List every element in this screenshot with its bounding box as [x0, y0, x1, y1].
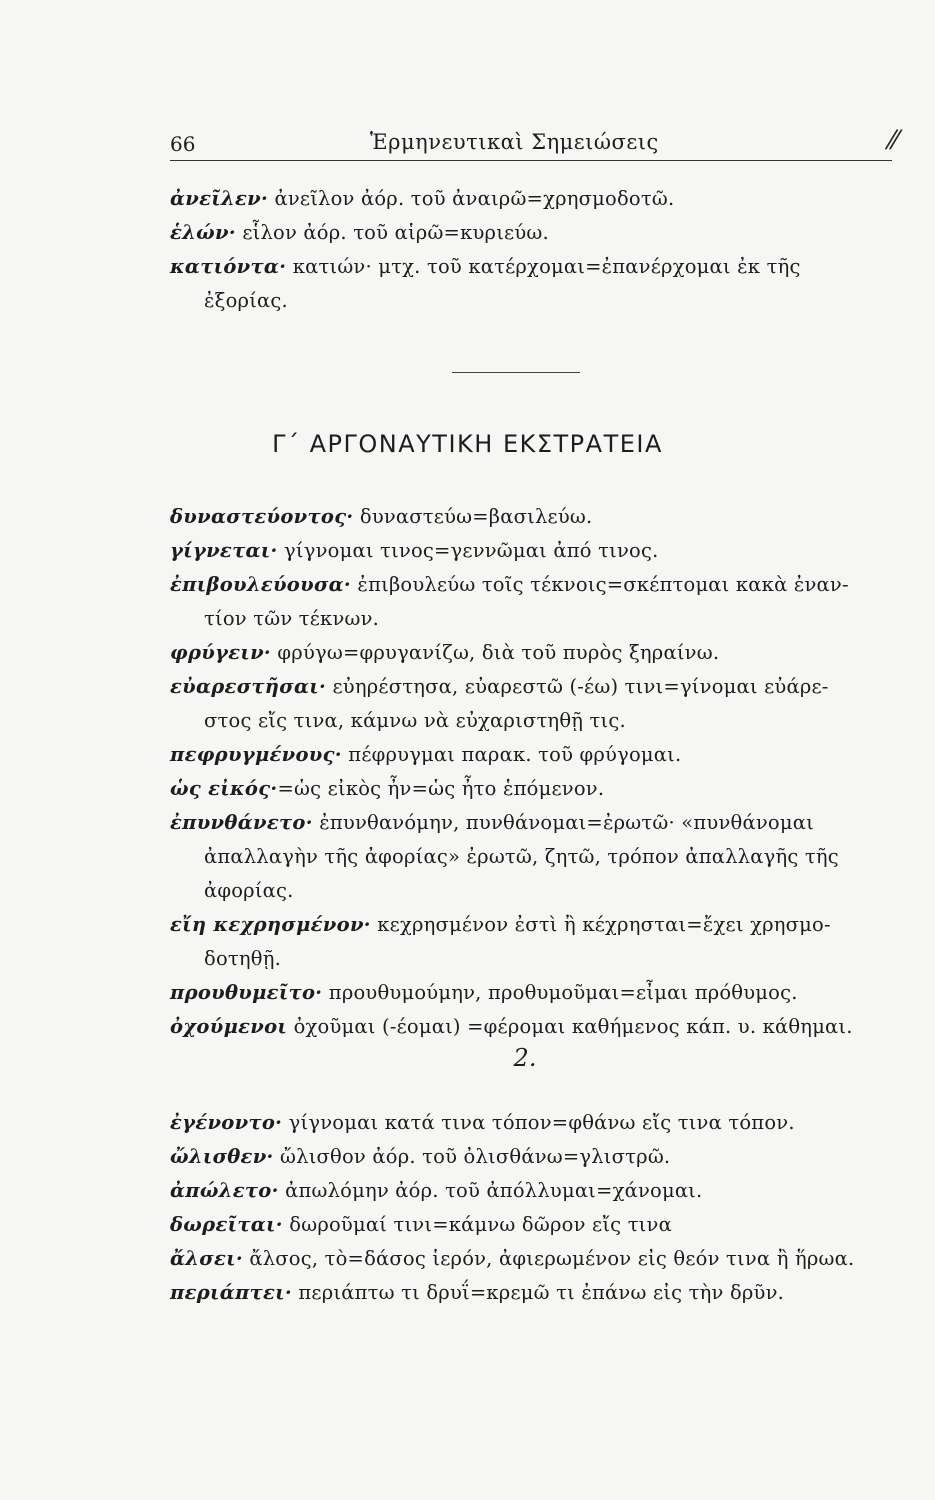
entry-term: ἄλσει· [170, 1247, 243, 1270]
pencil-mark-icon: ⁄⁄ [889, 126, 898, 156]
entry-gloss: γίγνομαι τινος=γεννῶμαι ἀπό τινος. [277, 539, 659, 562]
glossary-block-top [170, 182, 892, 318]
glossary-entry [170, 1140, 892, 1174]
entry-term: ἀπώλετο· [170, 1179, 279, 1202]
entry-term: δυναστεύοντος· [170, 505, 354, 528]
glossary-entry [170, 772, 892, 806]
glossary-entry [170, 738, 892, 772]
entry-gloss: =ὡς εἰκὸς ἦν=ὡς ἦτο ἑπόμενον. [277, 777, 605, 800]
glossary-entry [170, 908, 892, 942]
section-title: Γ΄ ΑΡΓΟΝΑΥΤΙΚΗ ΕΚΣΤΡΑΤΕΙΑ [272, 430, 663, 458]
page-header [170, 126, 898, 161]
entry-gloss: ἄλσος, τὸ=δάσος ἱερόν, ἀφιερωμένον εἰς θεόν τινα ἢ ἥρωα. [242, 1247, 855, 1270]
entry-gloss: ὤλισθον ἀόρ. τοῦ ὀλισθάνω=γλιστρῶ. [273, 1145, 671, 1168]
glossary-entry [170, 1208, 892, 1242]
entry-term: προυθυμεῖτο· [170, 981, 323, 1004]
glossary-entry [170, 806, 892, 840]
entry-continuation: στος εἴς τινα, κάμνω νὰ εὐχαριστηθῇ τις. [204, 709, 626, 732]
entry-gloss: κεχρησμένον ἐστὶ ἢ κέχρησται=ἔχει χρησμο- [370, 913, 831, 936]
page-number: 66 [170, 132, 196, 156]
entry-term: γίγνεται· [170, 539, 278, 562]
glossary-entry [170, 1242, 892, 1276]
glossary-entry [170, 670, 892, 704]
glossary-block-section [170, 500, 892, 1044]
glossary-entry [170, 1106, 892, 1140]
glossary-entry [170, 250, 892, 284]
entry-gloss: εἷλον ἀόρ. τοῦ αἱρῶ=κυριεύω. [235, 221, 549, 244]
entry-continuation: δοτηθῇ. [204, 947, 281, 970]
entry-term: εὐαρεστῆσαι· [170, 675, 327, 698]
entry-gloss: ὀχοῦμαι (-έομαι) =φέρομαι καθήμενος κάπ. υ. κάθημαι. [287, 1015, 853, 1038]
entry-term: πεφρυγμένους· [170, 743, 342, 766]
entry-gloss: γίγνομαι κατά τινα τόπον=φθάνω εἴς τινα τόπον. [282, 1111, 795, 1134]
entry-gloss: προυθυμούμην, προθυμοῦμαι=εἶμαι πρόθυμος. [322, 981, 798, 1004]
glossary-entry [170, 534, 892, 568]
entry-continuation: ἀπαλλαγὴν τῆς ἀφορίας» ἐρωτῶ, ζητῶ, τρόπον ἀπαλλαγῆς τῆς [204, 845, 839, 868]
entry-term: περιάπτει· [170, 1281, 293, 1304]
glossary-entry [170, 1010, 892, 1044]
entry-continuation: τίον τῶν τέκνων. [204, 607, 380, 630]
entry-continuation: ἀφορίας. [204, 879, 294, 902]
glossary-entry [170, 568, 892, 602]
entry-term: ἀνεῖλεν· [170, 187, 269, 210]
entry-gloss: δωροῦμαί τινι=κάμνω δῶρον εἴς τινα [282, 1213, 672, 1236]
entry-gloss: φρύγω=φρυγανίζω, διὰ τοῦ πυρὸς ξηραίνω. [271, 641, 720, 664]
entry-gloss: πέφρυγμαι παρακ. τοῦ φρύγομαι. [341, 743, 682, 766]
entry-gloss: ἐπυνθανόμην, πυνθάνομαι=ἐρωτῶ· «πυνθάνομαι [312, 811, 814, 834]
entry-gloss: ἀπωλόμην ἀόρ. τοῦ ἀπόλλυμαι=χάνομαι. [278, 1179, 703, 1202]
glossary-entry [170, 182, 892, 216]
entry-gloss: εὐηρέστησα, εὐαρεστῶ (-έω) τινι=γίνομαι εὐάρε- [326, 675, 829, 698]
entry-term: ὡς εἰκός· [170, 777, 278, 800]
entry-gloss: ἐπιβουλεύω τοῖς τέκνοις=σκέπτομαι κακὰ ἐναν- [351, 573, 849, 596]
entry-term: δωρεῖται· [170, 1213, 283, 1236]
running-head: Ἑρμηνευτικαὶ Σημειώσεις [370, 130, 659, 154]
glossary-entry [170, 636, 892, 670]
glossary-entry [170, 1276, 892, 1310]
entry-term: φρύγειν· [170, 641, 272, 664]
entry-term: ἐπιβουλεύουσα· [170, 573, 352, 596]
entry-term: ἐπυνθάνετο· [170, 811, 313, 834]
entry-continuation: ἐξορίας. [204, 289, 288, 312]
section-divider [452, 372, 580, 373]
glossary-block-bottom [170, 1106, 892, 1310]
entry-term: εἴη κεχρησμένον· [170, 913, 371, 936]
entry-term: ὤλισθεν· [170, 1145, 274, 1168]
glossary-entry [170, 1174, 892, 1208]
entry-gloss: δυναστεύω=βασιλεύω. [353, 505, 593, 528]
entry-term: ὀχούμενοι [170, 1015, 288, 1038]
entry-gloss: κατιών· μτχ. τοῦ κατέρχομαι=ἐπανέρχομαι ἐκ τῆς [286, 255, 801, 278]
glossary-entry [170, 976, 892, 1010]
entry-gloss: περιάπτω τι δρυΐ=κρεμῶ τι ἐπάνω εἰς τὴν δρῦν. [292, 1281, 785, 1304]
glossary-entry [170, 216, 892, 250]
glossary-entry [170, 500, 892, 534]
entry-term: ἑλών· [170, 221, 236, 244]
entry-term: ἐγένοντο· [170, 1111, 283, 1134]
entry-term: κατιόντα· [170, 255, 287, 278]
entry-gloss: ἀνεῖλον ἀόρ. τοῦ ἀναιρῶ=χρησμοδοτῶ. [268, 187, 675, 210]
subsection-number: 2. [513, 1044, 537, 1072]
